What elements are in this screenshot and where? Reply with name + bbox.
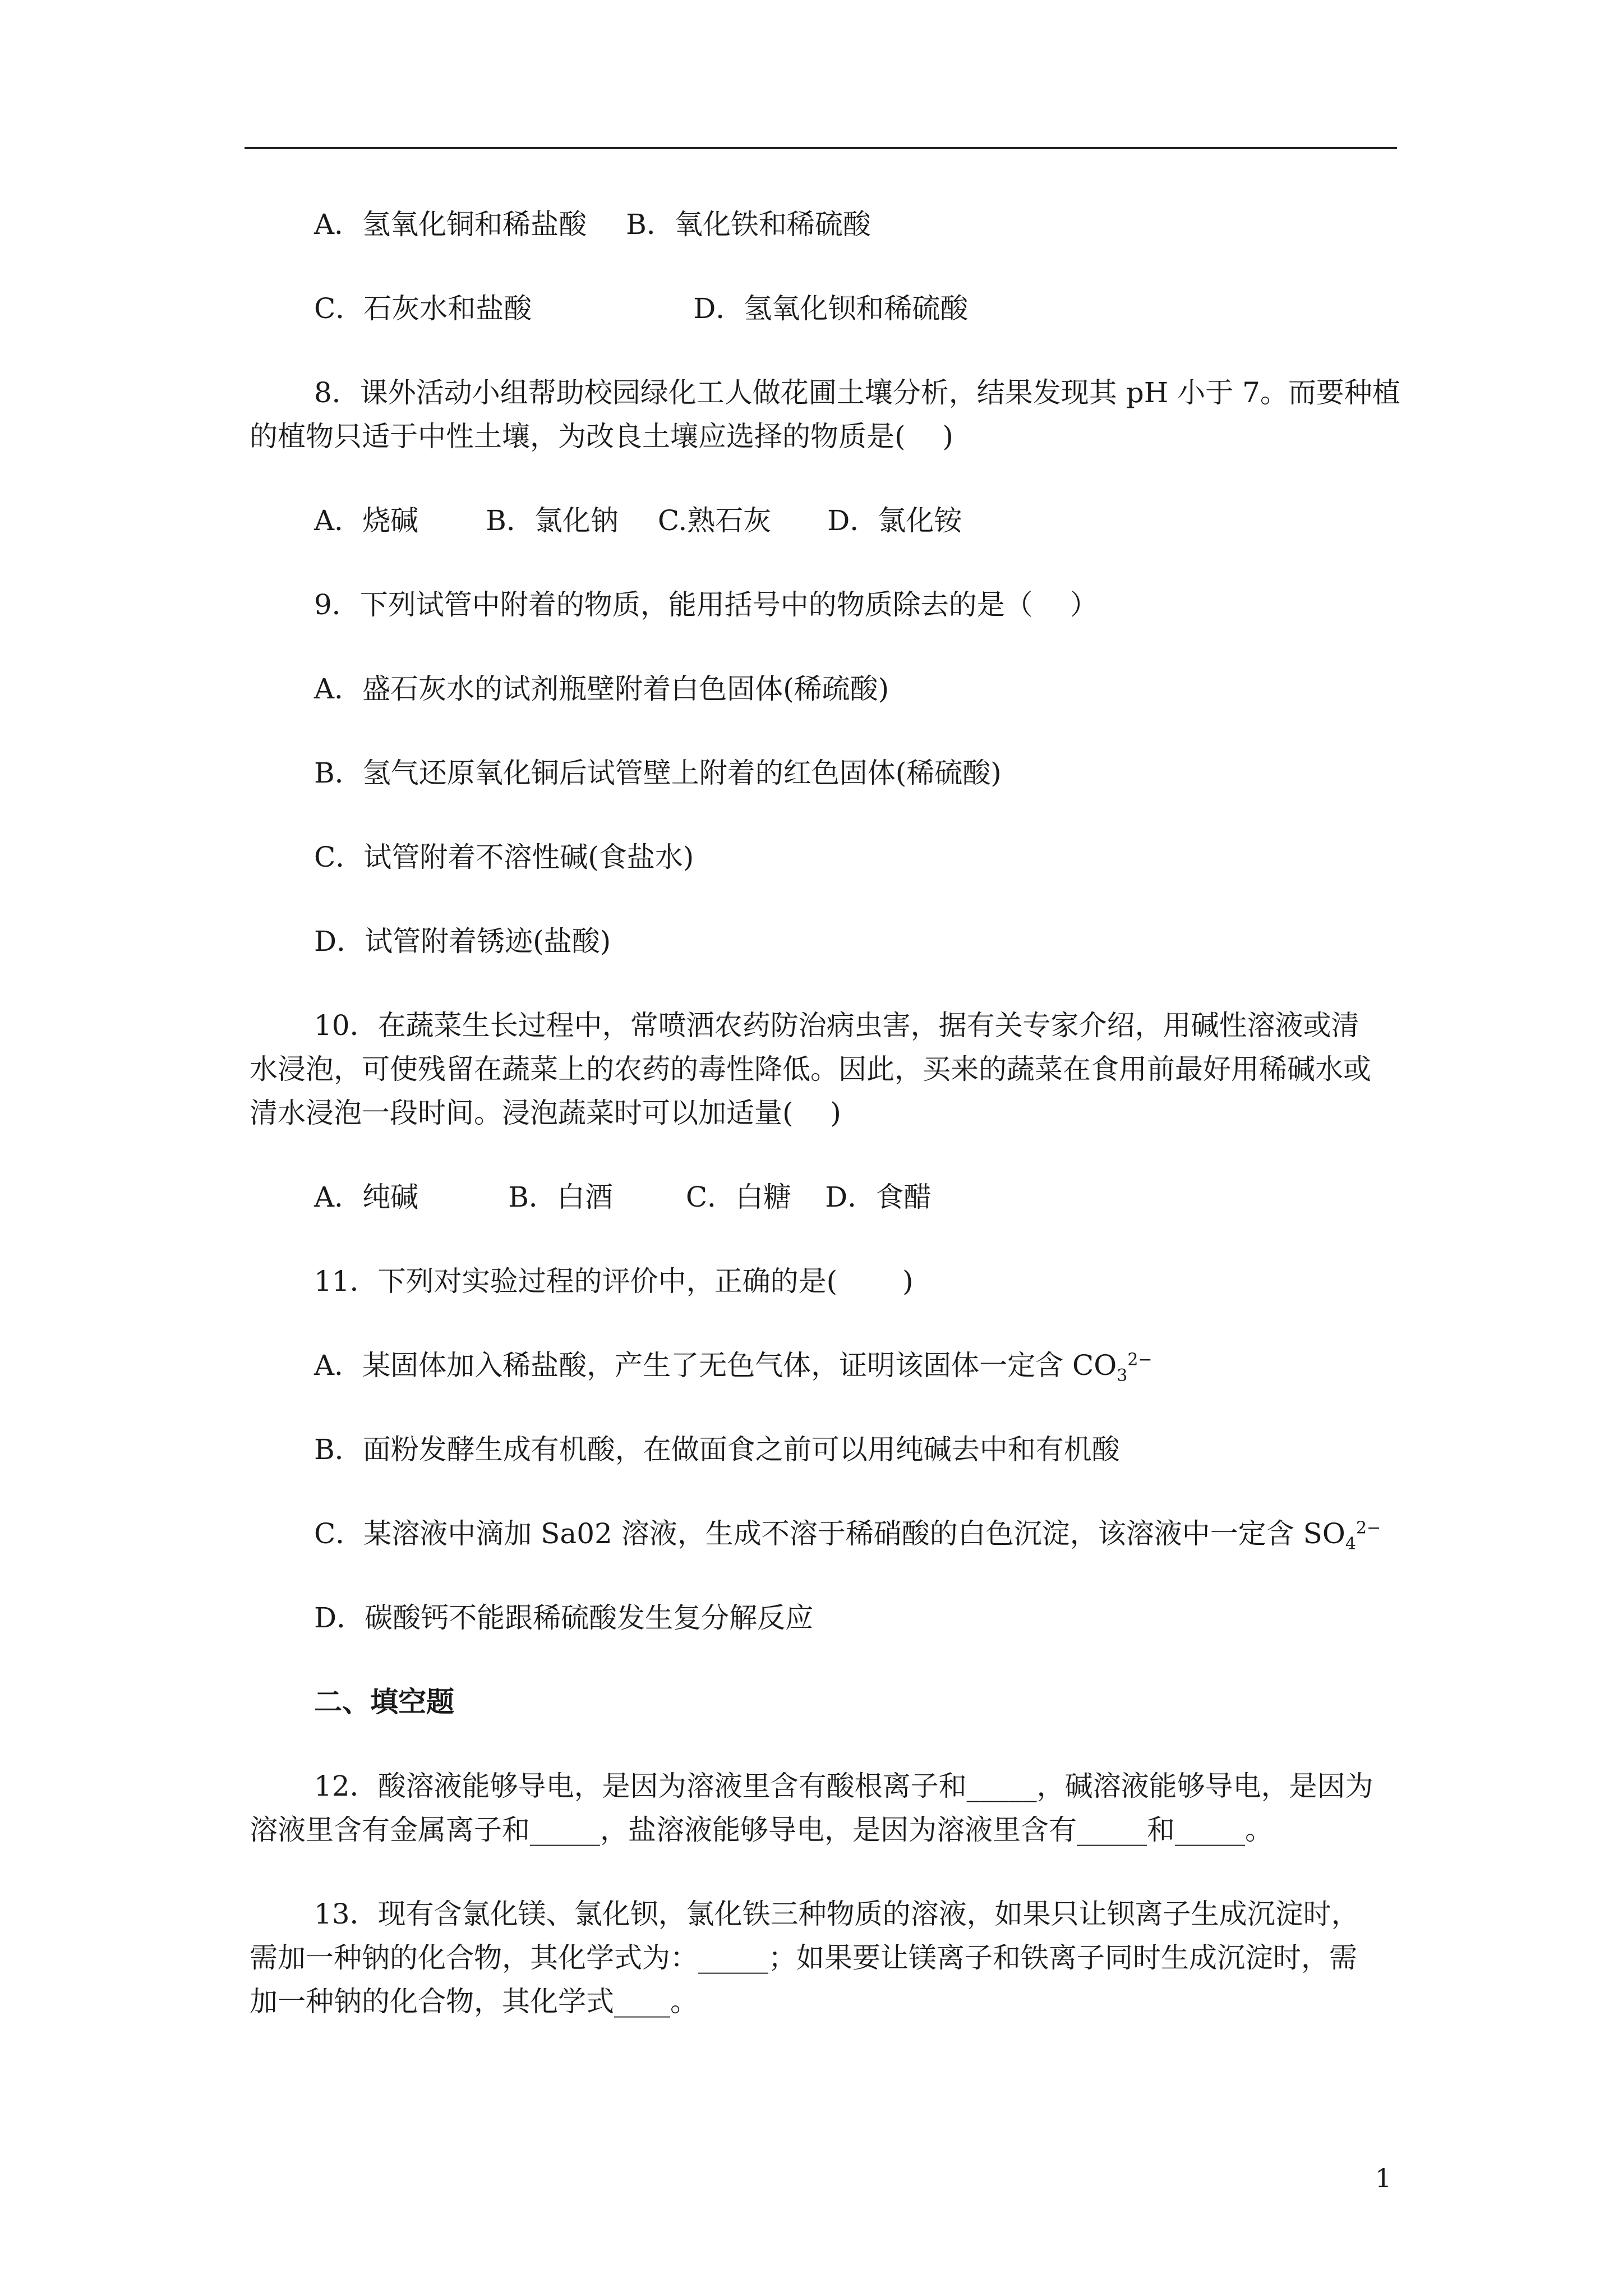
q7-option-d: D．氢氧化钡和稀硫酸 bbox=[693, 292, 969, 325]
q7-options-row2 bbox=[314, 292, 968, 325]
q9-option-c: C．试管附着不溶性碱(食盐水) bbox=[314, 841, 694, 873]
q8-option-b: B．氯化钠 bbox=[486, 504, 619, 537]
q8-options bbox=[314, 504, 962, 537]
q8-option-d: D．氯化铵 bbox=[827, 504, 962, 537]
q10-option-c: C．白糖 bbox=[685, 1181, 792, 1213]
q10-option-a: A．纯碱 bbox=[314, 1181, 419, 1213]
q11-stem: 11．下列对实验过程的评价中，正确的是( ) bbox=[314, 1265, 914, 1297]
q10-options bbox=[314, 1180, 932, 1214]
q13-stem-line1: 13．现有含氯化镁、氯化钡，氯化铁三种物质的溶液，如果只让钡离子生成沉淀时， bbox=[314, 1898, 1359, 1930]
page-number: 1 bbox=[1375, 2163, 1392, 2193]
q7-option-b: B．氧化铁和稀硫酸 bbox=[626, 208, 871, 241]
q10-stem-line2: 水浸泡，可使残留在蔬菜上的农药的毒性降低。因此，买来的蔬菜在食用前最好用稀碱水或 bbox=[250, 1053, 1371, 1085]
q8-stem-line1: 8．课外活动小组帮助校园绿化工人做花圃土壤分析，结果发现其 pH 小于 7。而要种植 bbox=[314, 376, 1400, 409]
q10-option-b: B．白酒 bbox=[508, 1181, 613, 1213]
q11-option-a-superscript: 2− bbox=[1127, 1350, 1152, 1370]
q7-options-row1 bbox=[314, 208, 871, 241]
q11-option-c-subscript: 4 bbox=[1345, 1534, 1356, 1554]
header-rule bbox=[245, 147, 1397, 149]
q9-option-a: A．盛石灰水的试剂瓶壁附着白色固体(稀疏酸) bbox=[314, 673, 889, 705]
q9-stem: 9．下列试管中附着的物质，能用括号中的物质除去的是（ ） bbox=[314, 588, 1098, 621]
q13-stem-line2: 需加一种钠的化合物，其化学式为：_____；如果要让镁离子和铁离子同时生成沉淀时，需 bbox=[250, 1941, 1357, 1974]
q13-stem-line3: 加一种钠的化合物，其化学式____。 bbox=[250, 1985, 698, 2018]
q10-option-d: D．食醋 bbox=[825, 1181, 932, 1213]
q8-option-c: C.熟石灰 bbox=[657, 504, 772, 537]
q11-option-d: D．碳酸钙不能跟稀硫酸发生复分解反应 bbox=[314, 1602, 814, 1634]
q7-option-a: A．氢氧化铜和稀盐酸 bbox=[314, 208, 587, 241]
q10-stem-line3: 清水浸泡一段时间。浸泡蔬菜时可以加适量( ) bbox=[250, 1097, 841, 1129]
q11-option-a-text: A．某固体加入稀盐酸，产生了无色气体，证明该固体一定含 CO bbox=[314, 1349, 1117, 1382]
q10-stem-line1: 10．在蔬菜生长过程中，常喷洒农药防治病虫害，据有关专家介绍，用碱性溶液或清 bbox=[314, 1009, 1359, 1042]
q11-option-a-subscript: 3 bbox=[1117, 1366, 1128, 1386]
q11-option-b: B．面粉发酵生成有机酸，在做面食之前可以用纯碱去中和有机酸 bbox=[314, 1433, 1120, 1466]
q9-option-b: B．氢气还原氧化铜后试管壁上附着的红色固体(稀硫酸) bbox=[314, 757, 1002, 789]
q9-option-d: D．试管附着锈迹(盐酸) bbox=[314, 925, 611, 958]
q11-option-c bbox=[314, 1517, 1381, 1554]
q7-option-c: C．石灰水和盐酸 bbox=[314, 292, 532, 325]
q11-option-c-superscript: 2− bbox=[1355, 1518, 1381, 1538]
q8-option-a: A．烧碱 bbox=[314, 504, 419, 537]
q8-stem-line2: 的植物只适于中性土壤，为改良土壤应选择的物质是( ) bbox=[250, 420, 953, 453]
q12-stem-line1: 12．酸溶液能够导电，是因为溶液里含有酸根离子和_____，碱溶液能够导电，是因为 bbox=[314, 1770, 1373, 1802]
q12-stem-line2: 溶液里含有金属离子和_____，盐溶液能够导电，是因为溶液里含有_____和_____。 bbox=[250, 1814, 1273, 1846]
q11-option-a bbox=[314, 1349, 1152, 1386]
section-2-heading: 二、填空题 bbox=[314, 1685, 454, 1718]
q11-option-c-text: C．某溶液中滴加 Sa02 溶液，生成不溶于稀硝酸的白色沉淀，该溶液中一定含 SO bbox=[314, 1517, 1345, 1550]
